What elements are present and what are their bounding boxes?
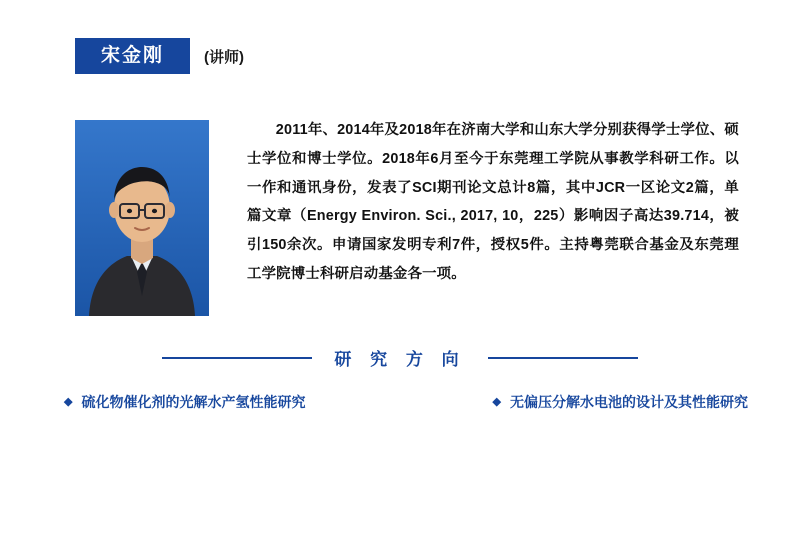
name-header <box>75 38 244 74</box>
research-topic-item <box>493 392 748 412</box>
diamond-bullet-icon: ◆ <box>64 395 73 408</box>
divider-right <box>488 357 638 359</box>
research-topic-label: 硫化物催化剂的光解水产氢性能研究 <box>81 394 306 410</box>
divider-left <box>162 357 312 359</box>
portrait-illustration <box>75 120 209 316</box>
research-section-title: 研 究 方 向 <box>334 350 466 369</box>
research-topic-item <box>64 392 305 412</box>
portrait-photo <box>75 120 209 316</box>
research-topic-label: 无偏压分解水电池的设计及其性能研究 <box>510 394 748 410</box>
person-title: (讲师) <box>204 48 245 66</box>
diamond-bullet-icon: ◆ <box>492 395 501 408</box>
research-section-header <box>0 345 800 370</box>
person-name-badge: 宋金刚 <box>75 38 190 74</box>
biography-paragraph: 2011年、2014年及2018年在济南大学和山东大学分别获得学士学位、硕士学位和博士学位。2018年6月至今于东莞理工学院从事教学科研工作。以一作和通讯身份，发表了SCI期刊论文总计8篇，其中JCR一区论文2篇，单篇文章（Energy Environ. Sci., 2017, 10，225）影响因子高达39.714，被引150余次。申请国家发明专利7件，授权5件。主持粤莞联合基金及东莞理工学院博士科研启动基金各一项。 <box>247 122 739 283</box>
biography-text <box>247 116 739 289</box>
research-topics-list <box>60 392 760 412</box>
